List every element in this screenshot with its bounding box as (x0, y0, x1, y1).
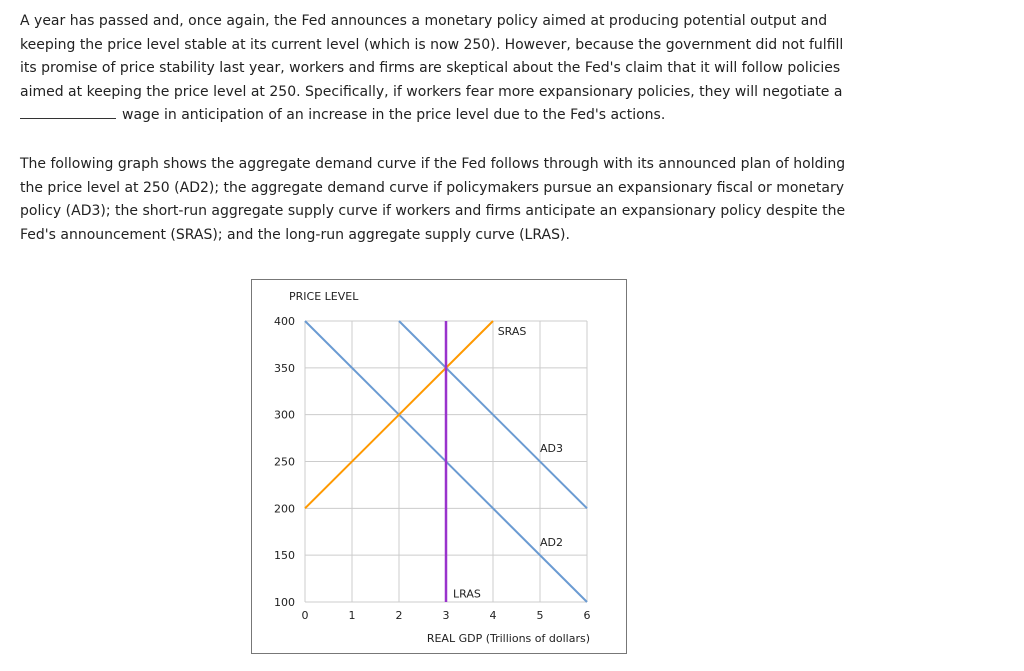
text-line: its promise of price stability last year, workers and firms are skeptical about the Fed's claim that it will follow policies (20, 60, 841, 77)
x-axis-label: REAL GDP (Trillions of dollars) (426, 632, 590, 645)
y-tick-label: 350 (274, 361, 295, 375)
x-tick-label: 2 (395, 609, 403, 622)
text-line (20, 104, 843, 128)
y-tick-label: 300 (274, 408, 295, 422)
y-tick-label: 400 (274, 315, 295, 328)
x-tick-label: 3 (442, 609, 450, 622)
y-tick-label: 150 (274, 549, 295, 563)
x-tick-label: 4 (489, 609, 497, 622)
curve-label-ad2: AD2 (540, 535, 563, 549)
chart-svg (252, 280, 626, 653)
x-tick-label: 6 (583, 609, 591, 622)
question-paragraph (20, 10, 843, 128)
curve-label-ad3: AD3 (540, 442, 563, 456)
curve-label-lras: LRAS (453, 587, 481, 601)
text-after-blank: wage in anticipation of an increase in the price level due to the Fed's actions. (122, 107, 666, 124)
answer-blank[interactable] (20, 104, 116, 119)
y-axis-label: PRICE LEVEL (289, 290, 359, 303)
text-line: Fed's announcement (SRAS); and the long-run aggregate supply curve (LRAS). (20, 226, 570, 243)
text-line: the price level at 250 (AD2); the aggregate demand curve if policymakers pursue an expansionary fiscal or monetary (20, 179, 845, 196)
text-line: aimed at keeping the price level at 250. Specifically, if workers fear more expansionary policies, they will negotiate a (20, 83, 843, 100)
y-tick-label: 200 (274, 502, 295, 516)
text-line: The following graph shows the aggregate demand curve if the Fed follows through with its announced plan of holding (20, 156, 846, 172)
text-line: A year has passed and, once again, the Fed announces a monetary policy aimed at producing potential output and (20, 13, 828, 29)
curve-label-sras: SRAS (497, 325, 527, 339)
graph-description (20, 153, 845, 247)
ticks (274, 315, 591, 622)
x-tick-label: 0 (301, 609, 309, 622)
text-line: policy (AD3); the short-run aggregate supply curve if workers and firms anticipate an expansionary policy despite the (20, 203, 846, 220)
x-tick-label: 1 (348, 609, 356, 622)
ad-as-graph (251, 279, 627, 654)
y-tick-label: 250 (274, 455, 295, 469)
text-line: keeping the price level stable at its current level (which is now 250). However, because the government did not fulfill (20, 36, 844, 53)
x-tick-label: 5 (536, 609, 544, 622)
y-tick-label: 100 (274, 596, 295, 609)
